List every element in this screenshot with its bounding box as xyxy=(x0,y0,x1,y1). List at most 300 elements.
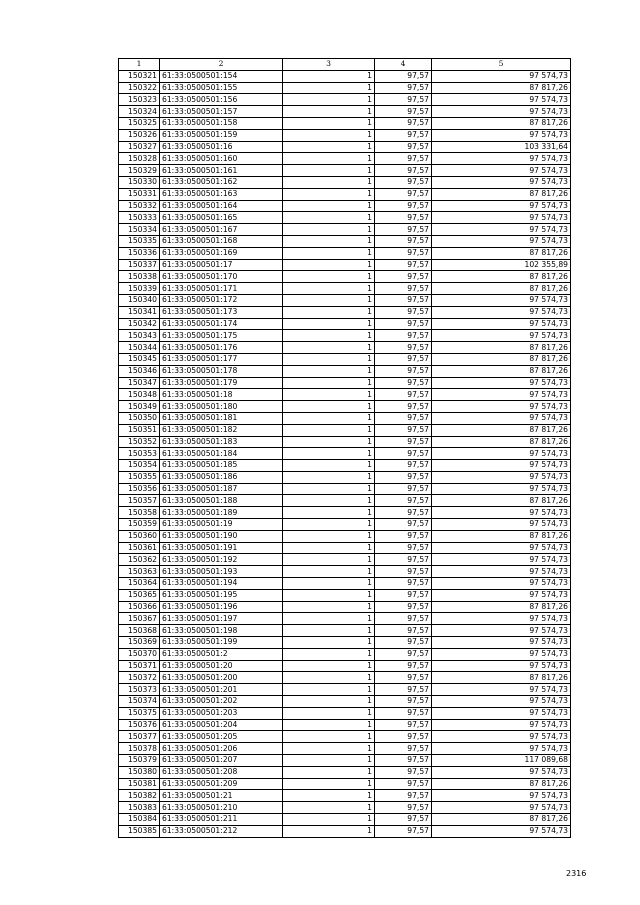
value-cell: 97 574,73 xyxy=(432,554,571,566)
row-number-cell: 150337 xyxy=(119,259,160,271)
cadastral-number-cell: 61:33:0500501:190 xyxy=(160,530,283,542)
value-cell: 97 574,73 xyxy=(432,613,571,625)
cadastral-number-cell: 61:33:0500501:171 xyxy=(160,283,283,295)
table-row xyxy=(119,672,571,684)
row-number-cell: 150347 xyxy=(119,377,160,389)
value-cell: 97 574,73 xyxy=(432,235,571,247)
row-number-cell: 150352 xyxy=(119,436,160,448)
area-cell: 97,57 xyxy=(375,814,432,826)
value-cell: 97 574,73 xyxy=(432,412,571,424)
quantity-cell: 1 xyxy=(283,424,375,436)
cadastral-number-cell: 61:33:0500501:183 xyxy=(160,436,283,448)
row-number-cell: 150322 xyxy=(119,82,160,94)
cadastral-number-cell: 61:33:0500501:17 xyxy=(160,259,283,271)
value-cell: 97 574,73 xyxy=(432,589,571,601)
table-row xyxy=(119,648,571,660)
cadastral-number-cell: 61:33:0500501:182 xyxy=(160,424,283,436)
area-cell: 97,57 xyxy=(375,471,432,483)
area-cell: 97,57 xyxy=(375,766,432,778)
row-number-cell: 150357 xyxy=(119,495,160,507)
area-cell: 97,57 xyxy=(375,117,432,129)
row-number-cell: 150361 xyxy=(119,542,160,554)
cadastral-number-cell: 61:33:0500501:209 xyxy=(160,778,283,790)
area-cell: 97,57 xyxy=(375,660,432,672)
row-number-cell: 150327 xyxy=(119,141,160,153)
quantity-cell: 1 xyxy=(283,684,375,696)
quantity-cell: 1 xyxy=(283,129,375,141)
cadastral-number-cell: 61:33:0500501:181 xyxy=(160,412,283,424)
quantity-cell: 1 xyxy=(283,70,375,82)
row-number-cell: 150333 xyxy=(119,212,160,224)
table-row xyxy=(119,755,571,767)
cadastral-number-cell: 61:33:0500501:173 xyxy=(160,306,283,318)
area-cell: 97,57 xyxy=(375,106,432,118)
cadastral-number-cell: 61:33:0500501:192 xyxy=(160,554,283,566)
cadastral-number-cell: 61:33:0500501:199 xyxy=(160,637,283,649)
quantity-cell: 1 xyxy=(283,377,375,389)
cadastral-number-cell: 61:33:0500501:206 xyxy=(160,743,283,755)
value-cell: 97 574,73 xyxy=(432,542,571,554)
row-number-cell: 150353 xyxy=(119,448,160,460)
quantity-cell: 1 xyxy=(283,318,375,330)
value-cell: 97 574,73 xyxy=(432,212,571,224)
row-number-cell: 150345 xyxy=(119,353,160,365)
table-row xyxy=(119,707,571,719)
area-cell: 97,57 xyxy=(375,707,432,719)
quantity-cell: 1 xyxy=(283,507,375,519)
quantity-cell: 1 xyxy=(283,707,375,719)
quantity-cell: 1 xyxy=(283,471,375,483)
cadastral-number-cell: 61:33:0500501:18 xyxy=(160,389,283,401)
area-cell: 97,57 xyxy=(375,578,432,590)
table-row xyxy=(119,389,571,401)
area-cell: 97,57 xyxy=(375,566,432,578)
row-number-cell: 150375 xyxy=(119,707,160,719)
row-number-cell: 150348 xyxy=(119,389,160,401)
cadastral-number-cell: 61:33:0500501:169 xyxy=(160,247,283,259)
table-row xyxy=(119,507,571,519)
cadastral-number-cell: 61:33:0500501:19 xyxy=(160,519,283,531)
value-cell: 97 574,73 xyxy=(432,106,571,118)
value-cell: 97 574,73 xyxy=(432,460,571,472)
cadastral-number-cell: 61:33:0500501:170 xyxy=(160,271,283,283)
row-number-cell: 150330 xyxy=(119,176,160,188)
table-row xyxy=(119,153,571,165)
table-row xyxy=(119,637,571,649)
area-cell: 97,57 xyxy=(375,401,432,413)
table-row xyxy=(119,601,571,613)
value-cell: 87 817,26 xyxy=(432,495,571,507)
table-header-row xyxy=(119,59,571,71)
cadastral-number-cell: 61:33:0500501:168 xyxy=(160,235,283,247)
row-number-cell: 150362 xyxy=(119,554,160,566)
row-number-cell: 150332 xyxy=(119,200,160,212)
value-cell: 87 817,26 xyxy=(432,353,571,365)
cadastral-number-cell: 61:33:0500501:201 xyxy=(160,684,283,696)
area-cell: 97,57 xyxy=(375,247,432,259)
quantity-cell: 1 xyxy=(283,212,375,224)
value-cell: 97 574,73 xyxy=(432,743,571,755)
value-cell: 97 574,73 xyxy=(432,294,571,306)
row-number-cell: 150343 xyxy=(119,330,160,342)
table-row xyxy=(119,790,571,802)
cadastral-number-cell: 61:33:0500501:172 xyxy=(160,294,283,306)
table-row xyxy=(119,778,571,790)
quantity-cell: 1 xyxy=(283,342,375,354)
quantity-cell: 1 xyxy=(283,365,375,377)
value-cell: 97 574,73 xyxy=(432,389,571,401)
table-row xyxy=(119,235,571,247)
area-cell: 97,57 xyxy=(375,294,432,306)
table-row xyxy=(119,117,571,129)
area-cell: 97,57 xyxy=(375,483,432,495)
row-number-cell: 150385 xyxy=(119,825,160,837)
table-row xyxy=(119,660,571,672)
value-cell: 87 817,26 xyxy=(432,342,571,354)
row-number-cell: 150380 xyxy=(119,766,160,778)
cadastral-number-cell: 61:33:0500501:194 xyxy=(160,578,283,590)
row-number-cell: 150331 xyxy=(119,188,160,200)
cadastral-number-cell: 61:33:0500501:200 xyxy=(160,672,283,684)
quantity-cell: 1 xyxy=(283,648,375,660)
row-number-cell: 150329 xyxy=(119,165,160,177)
table-row xyxy=(119,589,571,601)
table-row xyxy=(119,743,571,755)
table-row xyxy=(119,460,571,472)
value-cell: 97 574,73 xyxy=(432,94,571,106)
cadastral-number-cell: 61:33:0500501:203 xyxy=(160,707,283,719)
value-cell: 97 574,73 xyxy=(432,401,571,413)
quantity-cell: 1 xyxy=(283,554,375,566)
cadastral-number-cell: 61:33:0500501:161 xyxy=(160,165,283,177)
row-number-cell: 150378 xyxy=(119,743,160,755)
cadastral-number-cell: 61:33:0500501:184 xyxy=(160,448,283,460)
quantity-cell: 1 xyxy=(283,141,375,153)
table-row xyxy=(119,129,571,141)
table-row xyxy=(119,684,571,696)
quantity-cell: 1 xyxy=(283,353,375,365)
value-cell: 97 574,73 xyxy=(432,719,571,731)
quantity-cell: 1 xyxy=(283,436,375,448)
cadastral-number-cell: 61:33:0500501:16 xyxy=(160,141,283,153)
row-number-cell: 150350 xyxy=(119,412,160,424)
row-number-cell: 150371 xyxy=(119,660,160,672)
area-cell: 97,57 xyxy=(375,129,432,141)
cadastral-number-cell: 61:33:0500501:185 xyxy=(160,460,283,472)
cadastral-number-cell: 61:33:0500501:2 xyxy=(160,648,283,660)
table-row xyxy=(119,401,571,413)
value-cell: 97 574,73 xyxy=(432,306,571,318)
quantity-cell: 1 xyxy=(283,625,375,637)
cadastral-number-cell: 61:33:0500501:159 xyxy=(160,129,283,141)
cadastral-number-cell: 61:33:0500501:177 xyxy=(160,353,283,365)
table-row xyxy=(119,165,571,177)
area-cell: 97,57 xyxy=(375,448,432,460)
row-number-cell: 150349 xyxy=(119,401,160,413)
quantity-cell: 1 xyxy=(283,814,375,826)
area-cell: 97,57 xyxy=(375,684,432,696)
area-cell: 97,57 xyxy=(375,176,432,188)
row-number-cell: 150365 xyxy=(119,589,160,601)
value-cell: 97 574,73 xyxy=(432,660,571,672)
table-row xyxy=(119,436,571,448)
value-cell: 97 574,73 xyxy=(432,471,571,483)
page-number: 2316 xyxy=(566,869,587,878)
area-cell: 97,57 xyxy=(375,259,432,271)
cadastral-number-cell: 61:33:0500501:155 xyxy=(160,82,283,94)
column-header-5: 5 xyxy=(432,59,571,71)
area-cell: 97,57 xyxy=(375,353,432,365)
area-cell: 97,57 xyxy=(375,224,432,236)
quantity-cell: 1 xyxy=(283,495,375,507)
row-number-cell: 150339 xyxy=(119,283,160,295)
value-cell: 97 574,73 xyxy=(432,153,571,165)
area-cell: 97,57 xyxy=(375,70,432,82)
value-cell: 97 574,73 xyxy=(432,578,571,590)
row-number-cell: 150323 xyxy=(119,94,160,106)
quantity-cell: 1 xyxy=(283,519,375,531)
column-header-1: 1 xyxy=(119,59,160,71)
value-cell: 103 331,64 xyxy=(432,141,571,153)
value-cell: 87 817,26 xyxy=(432,283,571,295)
row-number-cell: 150326 xyxy=(119,129,160,141)
value-cell: 97 574,73 xyxy=(432,696,571,708)
cadastral-number-cell: 61:33:0500501:212 xyxy=(160,825,283,837)
area-cell: 97,57 xyxy=(375,82,432,94)
quantity-cell: 1 xyxy=(283,188,375,200)
table-row xyxy=(119,495,571,507)
cadastral-number-cell: 61:33:0500501:204 xyxy=(160,719,283,731)
row-number-cell: 150363 xyxy=(119,566,160,578)
cadastral-number-cell: 61:33:0500501:174 xyxy=(160,318,283,330)
quantity-cell: 1 xyxy=(283,719,375,731)
quantity-cell: 1 xyxy=(283,578,375,590)
table-row xyxy=(119,719,571,731)
area-cell: 97,57 xyxy=(375,696,432,708)
area-cell: 97,57 xyxy=(375,365,432,377)
area-cell: 97,57 xyxy=(375,436,432,448)
row-number-cell: 150346 xyxy=(119,365,160,377)
value-cell: 97 574,73 xyxy=(432,483,571,495)
cadastral-number-cell: 61:33:0500501:186 xyxy=(160,471,283,483)
value-cell: 97 574,73 xyxy=(432,165,571,177)
area-cell: 97,57 xyxy=(375,672,432,684)
row-number-cell: 150359 xyxy=(119,519,160,531)
quantity-cell: 1 xyxy=(283,247,375,259)
value-cell: 87 817,26 xyxy=(432,436,571,448)
value-cell: 87 817,26 xyxy=(432,247,571,259)
quantity-cell: 1 xyxy=(283,483,375,495)
quantity-cell: 1 xyxy=(283,389,375,401)
quantity-cell: 1 xyxy=(283,106,375,118)
cadastral-number-cell: 61:33:0500501:207 xyxy=(160,755,283,767)
table-row xyxy=(119,212,571,224)
row-number-cell: 150382 xyxy=(119,790,160,802)
value-cell: 97 574,73 xyxy=(432,200,571,212)
table-row xyxy=(119,141,571,153)
row-number-cell: 150384 xyxy=(119,814,160,826)
cadastral-number-cell: 61:33:0500501:20 xyxy=(160,660,283,672)
table-row xyxy=(119,802,571,814)
area-cell: 97,57 xyxy=(375,519,432,531)
table-row xyxy=(119,294,571,306)
quantity-cell: 1 xyxy=(283,542,375,554)
area-cell: 97,57 xyxy=(375,153,432,165)
row-number-cell: 150366 xyxy=(119,601,160,613)
table-row xyxy=(119,365,571,377)
table-row xyxy=(119,82,571,94)
value-cell: 117 089,68 xyxy=(432,755,571,767)
row-number-cell: 150377 xyxy=(119,731,160,743)
cadastral-number-cell: 61:33:0500501:158 xyxy=(160,117,283,129)
cadastral-number-cell: 61:33:0500501:187 xyxy=(160,483,283,495)
value-cell: 102 355,89 xyxy=(432,259,571,271)
quantity-cell: 1 xyxy=(283,165,375,177)
table-row xyxy=(119,696,571,708)
row-number-cell: 150321 xyxy=(119,70,160,82)
area-cell: 97,57 xyxy=(375,637,432,649)
cadastral-number-cell: 61:33:0500501:191 xyxy=(160,542,283,554)
value-cell: 87 817,26 xyxy=(432,814,571,826)
value-cell: 97 574,73 xyxy=(432,507,571,519)
value-cell: 97 574,73 xyxy=(432,707,571,719)
table-row xyxy=(119,471,571,483)
quantity-cell: 1 xyxy=(283,294,375,306)
row-number-cell: 150341 xyxy=(119,306,160,318)
value-cell: 97 574,73 xyxy=(432,766,571,778)
cadastral-number-cell: 61:33:0500501:163 xyxy=(160,188,283,200)
cadastral-number-cell: 61:33:0500501:167 xyxy=(160,224,283,236)
table-row xyxy=(119,200,571,212)
quantity-cell: 1 xyxy=(283,696,375,708)
quantity-cell: 1 xyxy=(283,589,375,601)
area-cell: 97,57 xyxy=(375,342,432,354)
value-cell: 97 574,73 xyxy=(432,330,571,342)
area-cell: 97,57 xyxy=(375,318,432,330)
value-cell: 87 817,26 xyxy=(432,271,571,283)
value-cell: 87 817,26 xyxy=(432,424,571,436)
row-number-cell: 150351 xyxy=(119,424,160,436)
value-cell: 97 574,73 xyxy=(432,790,571,802)
area-cell: 97,57 xyxy=(375,188,432,200)
area-cell: 97,57 xyxy=(375,389,432,401)
value-cell: 97 574,73 xyxy=(432,377,571,389)
cadastral-number-cell: 61:33:0500501:189 xyxy=(160,507,283,519)
value-cell: 97 574,73 xyxy=(432,637,571,649)
table-row xyxy=(119,448,571,460)
table-row xyxy=(119,554,571,566)
row-number-cell: 150374 xyxy=(119,696,160,708)
area-cell: 97,57 xyxy=(375,495,432,507)
cadastral-number-cell: 61:33:0500501:196 xyxy=(160,601,283,613)
area-cell: 97,57 xyxy=(375,165,432,177)
cadastral-number-cell: 61:33:0500501:160 xyxy=(160,153,283,165)
row-number-cell: 150354 xyxy=(119,460,160,472)
table-row xyxy=(119,70,571,82)
area-cell: 97,57 xyxy=(375,141,432,153)
value-cell: 97 574,73 xyxy=(432,176,571,188)
table-row xyxy=(119,377,571,389)
quantity-cell: 1 xyxy=(283,802,375,814)
table-row xyxy=(119,318,571,330)
area-cell: 97,57 xyxy=(375,530,432,542)
table-row xyxy=(119,306,571,318)
area-cell: 97,57 xyxy=(375,755,432,767)
table-row xyxy=(119,224,571,236)
area-cell: 97,57 xyxy=(375,625,432,637)
row-number-cell: 150358 xyxy=(119,507,160,519)
quantity-cell: 1 xyxy=(283,176,375,188)
area-cell: 97,57 xyxy=(375,212,432,224)
quantity-cell: 1 xyxy=(283,94,375,106)
quantity-cell: 1 xyxy=(283,743,375,755)
value-cell: 97 574,73 xyxy=(432,224,571,236)
quantity-cell: 1 xyxy=(283,637,375,649)
area-cell: 97,57 xyxy=(375,235,432,247)
area-cell: 97,57 xyxy=(375,601,432,613)
cadastral-number-cell: 61:33:0500501:21 xyxy=(160,790,283,802)
table-row xyxy=(119,483,571,495)
table-row xyxy=(119,259,571,271)
table-row xyxy=(119,578,571,590)
table-row xyxy=(119,412,571,424)
quantity-cell: 1 xyxy=(283,259,375,271)
quantity-cell: 1 xyxy=(283,601,375,613)
value-cell: 97 574,73 xyxy=(432,684,571,696)
area-cell: 97,57 xyxy=(375,460,432,472)
table-row xyxy=(119,731,571,743)
row-number-cell: 150325 xyxy=(119,117,160,129)
table-body xyxy=(119,70,571,837)
value-cell: 97 574,73 xyxy=(432,448,571,460)
area-cell: 97,57 xyxy=(375,283,432,295)
quantity-cell: 1 xyxy=(283,731,375,743)
table-row xyxy=(119,188,571,200)
table-row xyxy=(119,353,571,365)
value-cell: 87 817,26 xyxy=(432,601,571,613)
table-row xyxy=(119,106,571,118)
cadastral-number-cell: 61:33:0500501:162 xyxy=(160,176,283,188)
row-number-cell: 150356 xyxy=(119,483,160,495)
cadastral-number-cell: 61:33:0500501:193 xyxy=(160,566,283,578)
column-header-4: 4 xyxy=(375,59,432,71)
row-number-cell: 150367 xyxy=(119,613,160,625)
row-number-cell: 150383 xyxy=(119,802,160,814)
quantity-cell: 1 xyxy=(283,672,375,684)
value-cell: 87 817,26 xyxy=(432,117,571,129)
quantity-cell: 1 xyxy=(283,117,375,129)
quantity-cell: 1 xyxy=(283,778,375,790)
row-number-cell: 150381 xyxy=(119,778,160,790)
table-row xyxy=(119,247,571,259)
row-number-cell: 150344 xyxy=(119,342,160,354)
table-row xyxy=(119,766,571,778)
quantity-cell: 1 xyxy=(283,448,375,460)
cadastral-number-cell: 61:33:0500501:165 xyxy=(160,212,283,224)
cadastral-number-cell: 61:33:0500501:180 xyxy=(160,401,283,413)
row-number-cell: 150338 xyxy=(119,271,160,283)
row-number-cell: 150372 xyxy=(119,672,160,684)
row-number-cell: 150340 xyxy=(119,294,160,306)
column-header-2: 2 xyxy=(160,59,283,71)
value-cell: 87 817,26 xyxy=(432,82,571,94)
value-cell: 87 817,26 xyxy=(432,530,571,542)
quantity-cell: 1 xyxy=(283,825,375,837)
row-number-cell: 150369 xyxy=(119,637,160,649)
cadastral-number-cell: 61:33:0500501:198 xyxy=(160,625,283,637)
area-cell: 97,57 xyxy=(375,330,432,342)
cadastral-number-cell: 61:33:0500501:176 xyxy=(160,342,283,354)
